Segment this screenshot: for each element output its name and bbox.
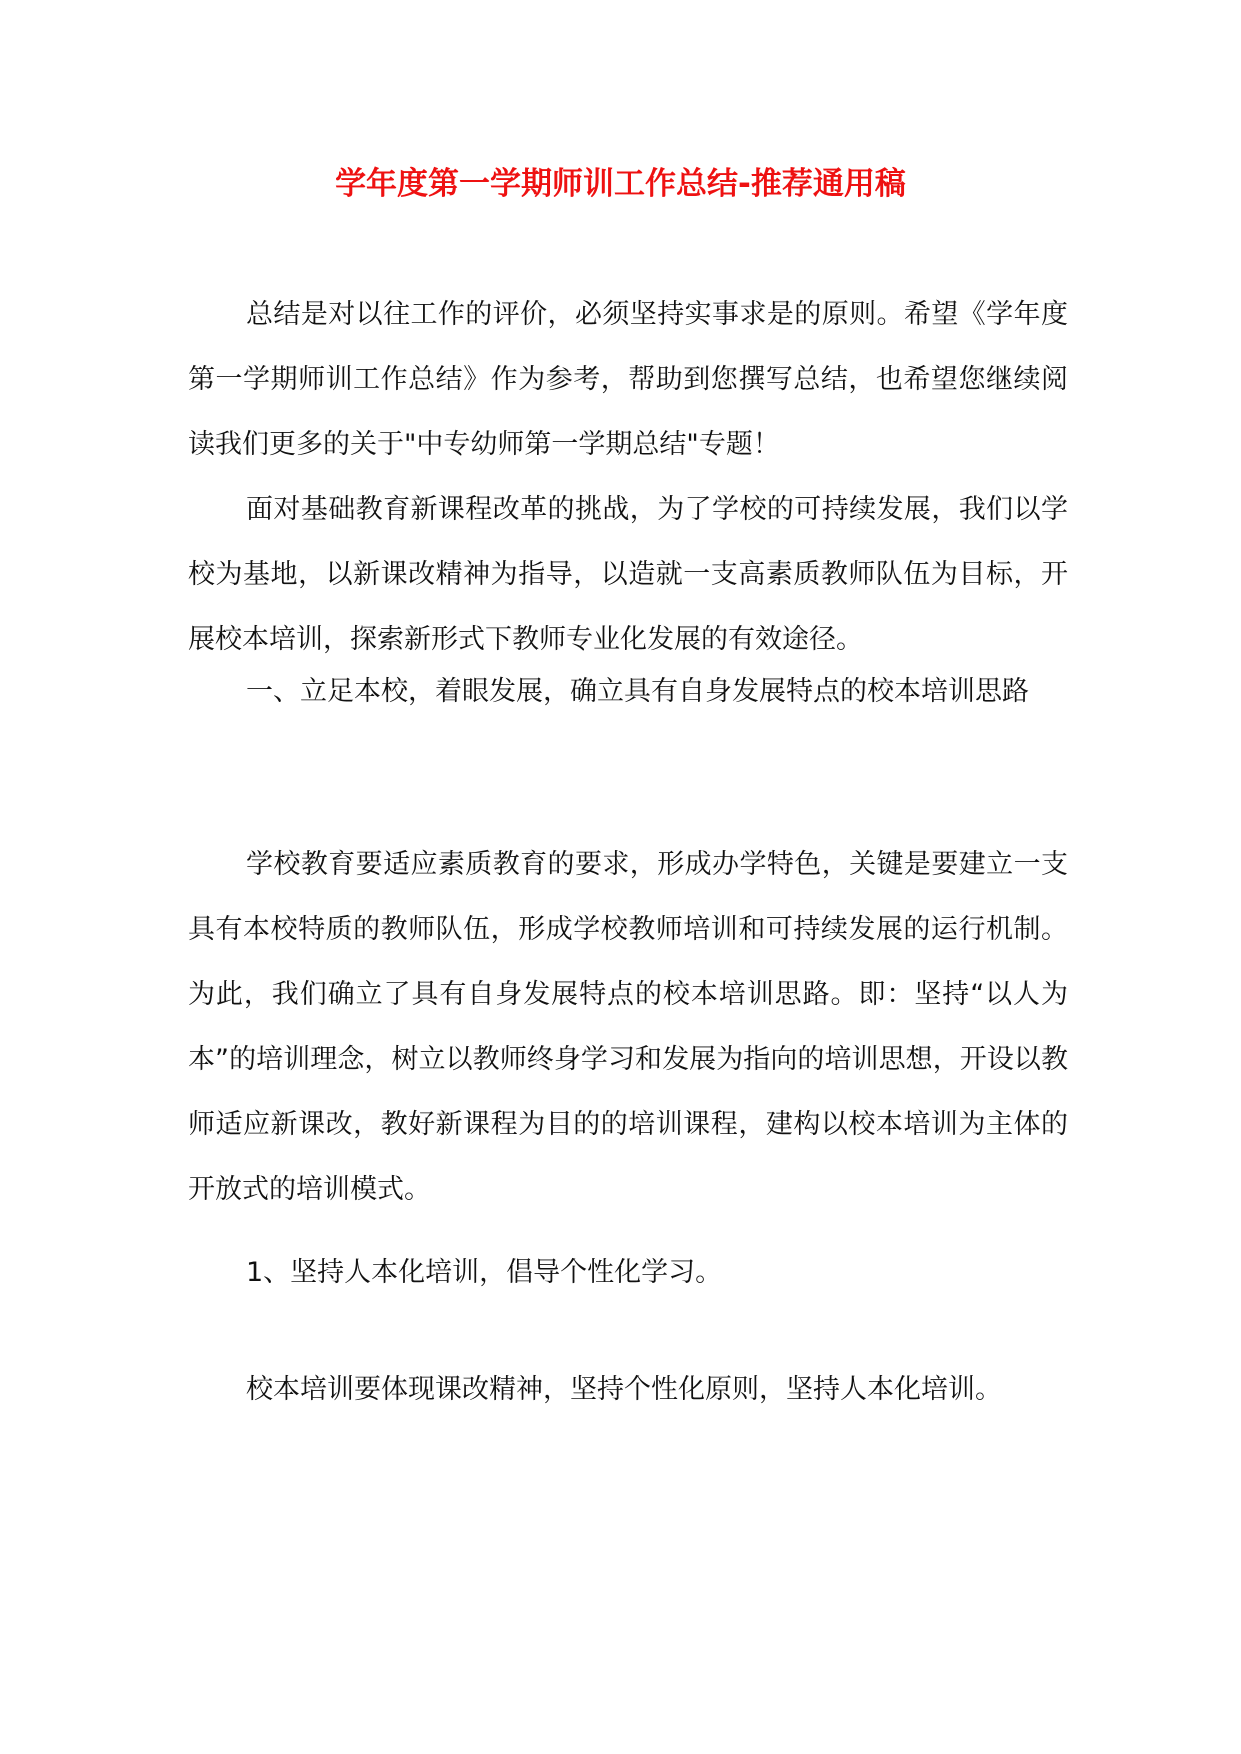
subsection-heading: 1、坚持人本化培训，倡导个性化学习。: [246, 1257, 723, 1288]
intro-paragraph: 总结是对以往工作的评价，必须坚持实事求是的原则。希望《学年度第一学期师训工作总结》作为参考，帮助到您撰写总结，也希望您继续阅读我们更多的关于"中专幼师第一学期总结"专题！: [188, 299, 1068, 460]
section-heading-block: [188, 659, 1068, 724]
closing-paragraph: 校本培训要体现课改精神，坚持个性化原则，坚持人本化培训。: [246, 1374, 1002, 1405]
section-heading: 一、立足本校，着眼发展，确立具有自身发展特点的校本培训思路: [246, 676, 1029, 707]
body-paragraph-block: [188, 832, 1068, 1222]
background-paragraph: 面对基础教育新课程改革的挑战，为了学校的可持续发展，我们以学校为基地，以新课改精神为指导，以造就一支高素质教师队伍为目标，开展校本培训，探索新形式下教师专业化发展的有效途径。: [188, 494, 1068, 655]
document-title: 学年度第一学期师训工作总结-推荐通用稿: [335, 166, 906, 202]
body-paragraph: 学校教育要适应素质教育的要求，形成办学特色，关键是要建立一支具有本校特质的教师队伍，形成学校教师培训和可持续发展的运行机制。为此，我们确立了具有自身发展特点的校本培训思路。即：坚持“以人为本”的培训理念，树立以教师终身学习和发展为指向的培训思想，开设以教师适应新课改，教好新课程为目的的培训课程，建构以校本培训为主体的开放式的培训模式。: [188, 849, 1068, 1205]
intro-paragraph-block: [188, 282, 1068, 672]
